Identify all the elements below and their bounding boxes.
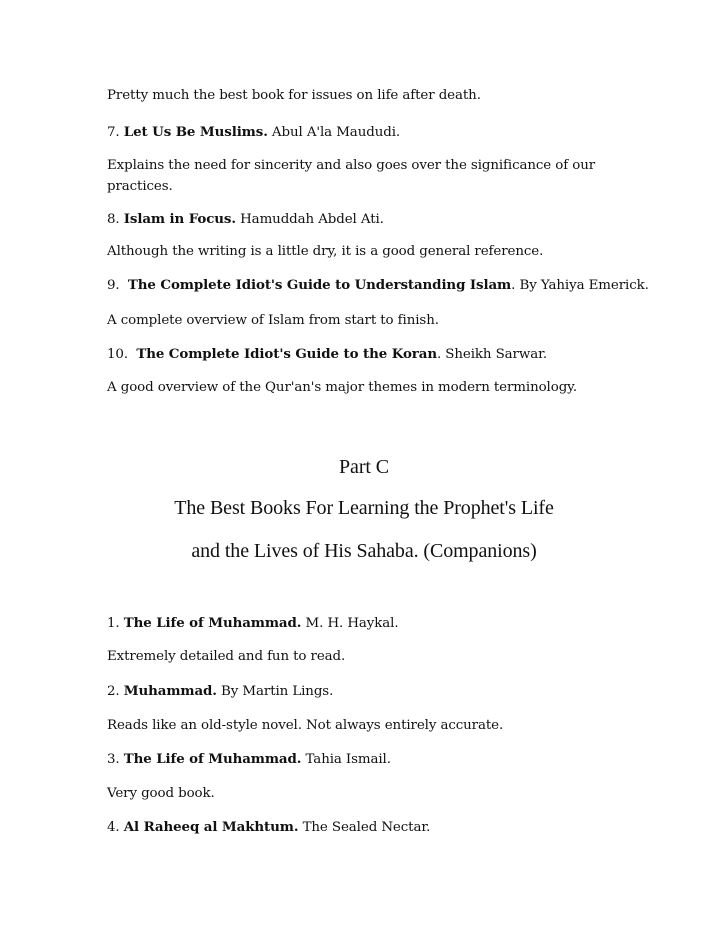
book-description: Explains the need for sincerity and also goes over the significance of our practices.	[107, 158, 596, 194]
entry-number: 4.	[107, 820, 120, 835]
book-author: M. H. Haykal.	[305, 616, 399, 631]
book-author: Abul A'la Maududi.	[271, 125, 401, 140]
book-entry-2	[107, 683, 333, 700]
book-title: Muhammad.	[123, 683, 217, 699]
book-entry-9	[107, 277, 649, 294]
book-author: . By Yahiya Emerick.	[511, 278, 649, 293]
book-entry-8	[107, 211, 384, 228]
section-subtitle: and the Lives of His Sahaba. (Companions)	[191, 540, 537, 562]
book-description: Although the writing is a little dry, it is a good general reference.	[107, 244, 544, 259]
section-heading: Part C	[339, 456, 389, 478]
book-author: Hamuddah Abdel Ati.	[240, 212, 384, 227]
book-description: A good overview of the Qur'an's major themes in modern terminology.	[107, 380, 578, 395]
book-author: The Sealed Nectar.	[302, 820, 431, 835]
section-subtitle: The Best Books For Learning the Prophet's Life	[174, 497, 554, 519]
book-description: Reads like an old-style novel. Not always entirely accurate.	[107, 718, 504, 733]
book-description: A complete overview of Islam from start to finish.	[107, 313, 439, 328]
book-title: Islam in Focus.	[123, 211, 236, 227]
book-author: Tahia Ismail.	[305, 752, 391, 767]
entry-number: 8.	[107, 212, 120, 227]
book-entry-1	[107, 615, 399, 632]
book-description: Very good book.	[107, 786, 215, 801]
book-title: The Complete Idiot's Guide to the Koran	[136, 346, 437, 362]
entry-number: 10.	[107, 347, 128, 362]
entry-number: 1.	[107, 616, 120, 631]
book-title: The Life of Muhammad.	[123, 751, 302, 767]
book-author: By Martin Lings.	[221, 684, 334, 699]
book-title: Al Raheeq al Makhtum.	[123, 819, 299, 835]
book-entry-3	[107, 751, 391, 768]
book-title: Let Us Be Muslims.	[123, 124, 268, 140]
book-entry-7	[107, 124, 400, 141]
entry-number: 7.	[107, 125, 120, 140]
entry-number: 3.	[107, 752, 120, 767]
book-entry-4	[107, 819, 430, 836]
paragraph: Pretty much the best book for issues on life after death.	[107, 88, 481, 103]
book-entry-10	[107, 346, 547, 363]
book-title: The Life of Muhammad.	[123, 615, 302, 631]
book-description: Extremely detailed and fun to read.	[107, 649, 346, 664]
entry-number: 2.	[107, 684, 120, 699]
book-title: The Complete Idiot's Guide to Understanding Islam	[127, 277, 512, 293]
book-author: . Sheikh Sarwar.	[436, 347, 548, 362]
entry-number: 9.	[107, 278, 120, 293]
